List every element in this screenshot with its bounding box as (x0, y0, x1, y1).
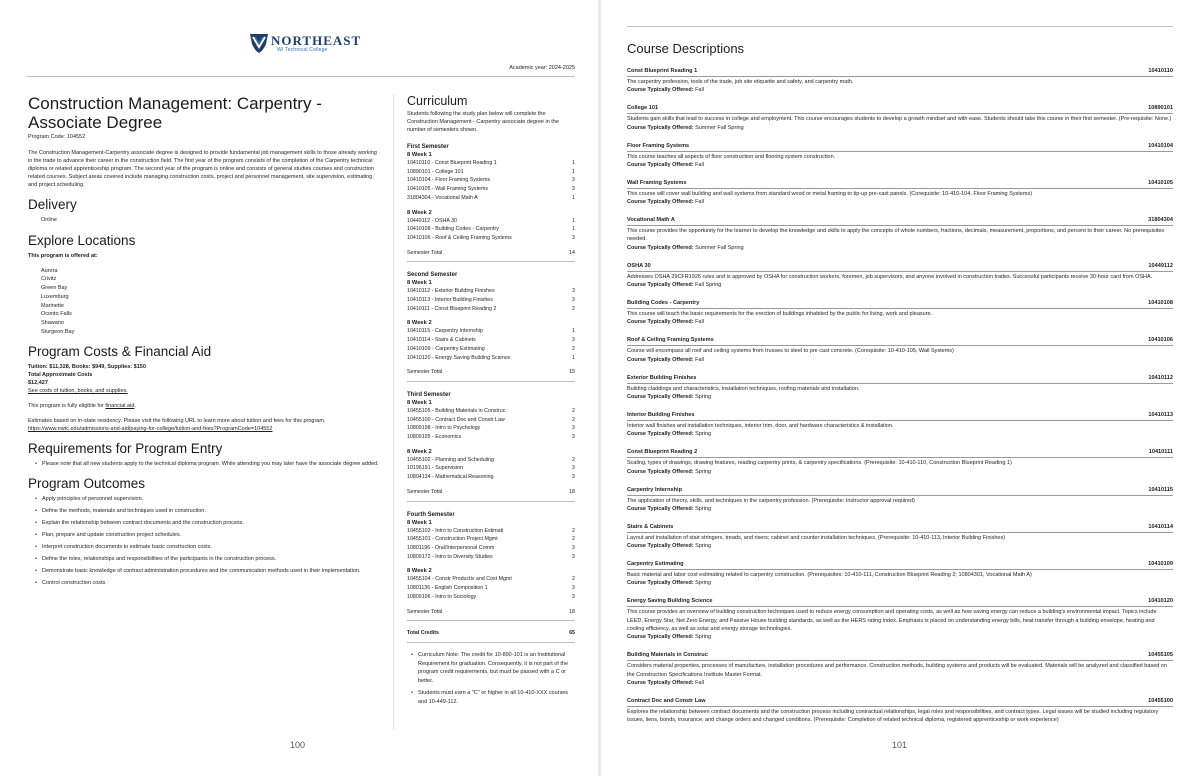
course-entry (627, 300, 1173, 326)
course-description: This course provides the opportunity for the learner to develop the knowledge and skills to apply the concepts of whole numbers, fractions, decimals, measurement, proportions, and percent to their career. No prerequisites needed. (627, 228, 1165, 243)
offered-terms: Fall (695, 679, 704, 686)
course-code: 10410115 (1148, 486, 1173, 493)
offered-label: Course Typically Offered: (627, 282, 694, 289)
curriculum-note: • Students must earn a "C" or higher in all 10-410-XXX courses and 10-449-112. (411, 689, 575, 706)
course-offered (627, 679, 1173, 687)
curriculum-course-row: 10410104 - Floor Framing Systems 3 (407, 177, 575, 184)
course-descriptions-heading: Course Descriptions (627, 41, 745, 56)
semester-title: Third Semester (407, 391, 451, 398)
program-overview (28, 94, 383, 591)
course-entry (627, 561, 1173, 587)
course-description: The application of theory, skills, and techniques in the carpentry profession. (Prerequisite: Instructor approval required) (627, 497, 915, 504)
course-header (627, 698, 1173, 707)
week-label: 8 Week 1 (407, 519, 432, 526)
offered-terms: Spring (695, 468, 711, 475)
curriculum-course-row: 10801136 - English Composition 1 3 (407, 585, 575, 592)
week-label: 8 Week 2 (407, 448, 432, 455)
course-offered (627, 86, 1173, 94)
curriculum-course-row: 10410110 - Const Blueprint Reading 1 1 (407, 160, 575, 166)
course-name: Floor Framing Systems (627, 142, 690, 149)
offered-label: Course Typically Offered: (627, 356, 694, 363)
curriculum-course-row: 10455103 - Intro to Construction Estimati 2 (407, 527, 575, 534)
course-name: Exterior Building Finishes (627, 374, 697, 381)
course-offered (627, 393, 1173, 401)
course-name: Stairs & Cabinets (627, 523, 674, 530)
curriculum-heading: Curriculum (407, 94, 468, 108)
course-name: Wall Framing Systems (627, 179, 687, 186)
offered-terms: Spring (695, 543, 711, 550)
curriculum-course-row: 10890101 - College 101 1 (407, 168, 575, 175)
course-name: Building Materials in Construc (627, 652, 708, 659)
course-entry (627, 487, 1173, 513)
course-description: This course provides an overview of building construction techniques used to reduce energy consumption and operating costs, as well as how saving energy can reduce a building's environmental impact. Topics include LEED, Energy Star, Net Zero Energy, and Passive House building standards, as well as the HERS rating index. Emphasis is placed on understanding energy bills, heat transfer through a building envelope, heating and cooling efficiency, as well as solar and energy storage technologies. (627, 609, 1157, 633)
course-code: 10410111 (1148, 449, 1173, 456)
curriculum-note: • Curriculum Note: The credit for 10-890-101 is an Institutional Requirement for graduation. Consequently, it is not part of the program credit requirements, but must be passed with a C or better. (411, 651, 575, 685)
course-offered (627, 244, 1173, 252)
semester-total: Semester Total 14 (407, 249, 575, 263)
week-label: 8 Week 2 (407, 209, 432, 216)
total-credits: Total Credits 65 (407, 629, 575, 643)
curriculum-notes (407, 651, 575, 707)
logo-name: NORTHEAST (271, 33, 362, 48)
course-description: Basic material and labor cost estimating related to carpentry construction. (Prerequisites: 10-410-111, Construction Blueprint Reading 2; 10804301, Vocational Math A) (627, 572, 1032, 579)
course-entry (627, 68, 1173, 94)
offered-terms: Spring (695, 431, 711, 438)
curriculum-course-row: 31804304 - Vocational Math A 1 (407, 194, 575, 201)
curriculum-course-row: 10410114 - Stairs & Cabinets 3 (407, 337, 575, 344)
semester-title: Second Semester (407, 272, 458, 279)
offered-label: Course Typically Offered: (627, 468, 694, 475)
offered-label: Course Typically Offered: (627, 87, 694, 94)
offered-terms: Spring (695, 505, 711, 512)
header-divider (627, 26, 1173, 27)
curriculum-course-row: 10196191 - Supervision 3 (407, 465, 575, 472)
curriculum-course-row: 10410113 - Interior Building Finishes 3 (407, 297, 575, 304)
program-code: Program Code: 104552 (28, 134, 86, 140)
course-entry (627, 180, 1173, 206)
semester-title: Fourth Semester (407, 511, 455, 518)
course-code: 10410114 (1148, 523, 1173, 530)
offered-label: Course Typically Offered: (627, 124, 694, 131)
course-name: Carpentry Internship (627, 486, 683, 493)
curriculum-course-row: 10410109 - Carpentry Estimating 2 (407, 345, 575, 352)
course-header (627, 105, 1173, 114)
curriculum-course-row: 10410105 - Wall Framing Systems 3 (407, 186, 575, 193)
course-description: Scaling, types of drawings, drawing features, reading carpentry prints, & carpentry specifications. (Prerequisite: 10-410-110, Construction Blueprint Reading 1) (627, 460, 1012, 467)
column-divider (393, 94, 394, 730)
course-entry (627, 698, 1173, 725)
course-code: 10410104 (1148, 142, 1173, 149)
curriculum-course-row: 10809198 - Intro to Psychology 3 (407, 425, 575, 432)
course-name: College 101 (627, 105, 659, 112)
course-code: 10410105 (1148, 179, 1173, 186)
logo-subtitle: WI Technical College (277, 47, 328, 53)
course-offered (627, 318, 1173, 326)
course-header (627, 412, 1173, 421)
week-label: 8 Week 1 (407, 152, 432, 158)
location-item: Crivitz (41, 276, 57, 283)
course-header (627, 487, 1173, 496)
offered-terms: Summer Fall Spring (695, 244, 744, 251)
course-name: Energy Saving Building Science (627, 598, 713, 605)
course-entry (627, 263, 1173, 289)
course-offered (627, 579, 1173, 587)
requirements-list (28, 460, 383, 468)
semester-total: Semester Total 18 (407, 488, 575, 502)
course-offered (627, 124, 1173, 132)
course-header (627, 375, 1173, 384)
course-offered (627, 633, 1173, 641)
total-costs-value: $12,427 (28, 380, 48, 387)
page-number: 101 (892, 740, 908, 750)
course-header (627, 337, 1173, 346)
total-costs-label: Total Approximate Costs (28, 372, 93, 379)
offered-terms: Fall (695, 199, 704, 206)
course-description: This course will teach the basic requirements for the erection of buildings inhabited by the public for living, work and pleasure. (627, 311, 933, 318)
offered-label: Course Typically Offered: (627, 634, 694, 641)
course-offered (627, 542, 1173, 550)
course-header (627, 652, 1173, 661)
course-entry (627, 449, 1173, 475)
course-header (627, 263, 1173, 272)
right-page (601, 0, 1200, 776)
course-entry (627, 524, 1173, 550)
delivery-value: Online (41, 217, 57, 223)
course-code: 10410106 (1148, 337, 1173, 344)
offered-label: Course Typically Offered: (627, 543, 694, 550)
offered-terms: Fall Spring (695, 282, 722, 289)
college-logo (249, 32, 362, 56)
costs-heading: Program Costs & Financial Aid (28, 344, 212, 360)
course-entry (627, 217, 1173, 252)
course-description: Interior wall finishes and installation techniques, interior trim, door, and hardware characteristics & installation. (627, 422, 894, 429)
locations-list (28, 267, 383, 337)
outcome-item: • Demonstrate basic knowledge of contract administration procedures and the communication methods used in their implementation. (35, 567, 383, 575)
course-name: Interior Building Finishes (627, 411, 695, 418)
location-item: Luxemburg (41, 293, 69, 300)
academic-year: Academic year: 2024-2025 (509, 65, 575, 71)
course-offered (627, 281, 1173, 289)
course-code: 10410110 (1148, 68, 1173, 74)
course-header (627, 68, 1173, 77)
curriculum-course-row: 10455104 - Constr Productiv and Cost Mgmt 2 (407, 576, 575, 583)
course-offered (627, 356, 1173, 364)
course-code: 10410108 (1148, 300, 1173, 307)
curriculum-course-row: 10455101 - Construction Project Mgmt 2 (407, 536, 575, 543)
location-item: Sturgeon Bay (41, 328, 75, 335)
course-name: Roof & Ceiling Framing Systems (627, 337, 714, 344)
tuition-url-link[interactable]: https://www.nwtc.edu/admissions-and-aid/paying-for-college/tuition-and-fees?ProgramCode=104552 (28, 426, 273, 433)
curriculum-course-row: 10410111 - Const Blueprint Reading 2 2 (407, 305, 575, 312)
outcomes-list (28, 495, 383, 587)
course-description: Considers material properties, processes of manufacture, installation procedures and performance. Construction methods, building systems and products will be evaluated. Materials will be analyzed and classified based on the Construction Specifications Institute Master Format. (627, 663, 1167, 678)
outcome-item: • Interpret construction documents to estimate basic construction costs. (35, 543, 383, 551)
course-header (627, 180, 1173, 189)
offered-label: Course Typically Offered: (627, 199, 694, 206)
outcome-item: • Plan, prepare and update construction project schedules. (35, 531, 383, 539)
course-code: 10410109 (1148, 561, 1173, 568)
course-name: Const Blueprint Reading 1 (627, 68, 698, 74)
course-description: The carpentry profession, tools of the trade, job site etiquette and safety, and carpentry math. (627, 79, 854, 85)
delivery-heading: Delivery (28, 197, 77, 212)
requirement-item: • Please note that all new students apply to the technical diploma program. While attending you may later have the associate degree added. (35, 460, 383, 468)
course-code: 10449112 (1148, 262, 1173, 269)
estimates-note: Estimates based on in-state residency. Please visit the following URL to learn more about tuition and fees for this program. (28, 418, 326, 425)
offered-terms: Fall (695, 319, 704, 326)
offered-terms: Fall (695, 161, 704, 168)
offered-label: Course Typically Offered: (627, 244, 694, 251)
course-description: Building claddings and characteristics, installation techniques, roofing materials and installation. (627, 385, 860, 392)
course-header (627, 524, 1173, 533)
course-code: 31804304 (1148, 217, 1173, 224)
course-description: Layout and installation of stair stringers, treads, and risers; cabinet and counter installation techniques. (Prerequisite: 10-410-113, Interior Building Finishes) (627, 534, 1006, 541)
curriculum-course-row: 10410106 - Roof & Ceiling Framing Systems 3 (407, 234, 575, 241)
left-page (0, 0, 598, 776)
offered-label: Course Typically Offered: (627, 431, 694, 438)
course-entry (627, 412, 1173, 438)
curriculum-panel (407, 94, 575, 710)
course-code: 10410113 (1148, 411, 1173, 418)
tuition-breakdown: Tuition: $11,328, Books: $949, Supplies: $150 (28, 364, 146, 371)
course-entry (627, 652, 1173, 687)
offered-terms: Summer Fall Spring (695, 124, 744, 131)
course-name: Const Blueprint Reading 2 (627, 449, 698, 456)
outcome-item: • Define the methods, materials and techniques used in construction. (35, 507, 383, 515)
offered-terms: Fall (695, 356, 704, 363)
curriculum-course-row: 10410115 - Carpentry Internship 1 (407, 328, 575, 335)
course-name: Building Codes - Carpentry (627, 300, 700, 307)
outcome-item: • Apply principles of personnel supervision. (35, 495, 383, 503)
week-label: 8 Week 2 (407, 568, 432, 575)
course-description: This course will cover wall building and wall systems from standard wood or metal framing to tip-up pre-cast panels. (Corequisite: 10-410-104, Floor Framing Systems) (627, 190, 1033, 197)
locations-offered-label: This program is offered at: (28, 252, 98, 259)
financial-aid-note: This program is fully eligible for financial aid. (28, 403, 136, 410)
course-offered (627, 505, 1173, 513)
shield-logo-icon (249, 32, 269, 54)
location-item: Marinette (41, 302, 64, 309)
outcomes-heading: Program Outcomes (28, 476, 146, 492)
course-code: 10410120 (1148, 598, 1173, 605)
course-header (627, 561, 1173, 570)
course-header (627, 449, 1173, 458)
course-description: This course teaches all aspects of floor construction and flooring system construction. (627, 153, 836, 160)
curriculum-course-row: 10455102 - Planning and Scheduling 2 (407, 456, 575, 463)
location-item: Aurora (41, 267, 58, 274)
outcome-item: • Control construction costs. (35, 579, 383, 587)
week-label: 8 Week 2 (407, 320, 432, 327)
course-name: Carpentry Estimating (627, 561, 684, 568)
locations-heading: Explore Locations (28, 232, 136, 248)
course-entry (627, 105, 1173, 131)
course-entry (627, 375, 1173, 401)
curriculum-course-row: 10410108 - Building Codes - Carpentry 1 (407, 226, 575, 233)
offered-terms: Fall (695, 87, 704, 94)
course-description: Addresses OSHA 29CFR1926 rules and is approved by OSHA for construction workers, foremen, job supervisors, and anyone involved in construction trades. Successful participants receive 30-hour card from OSHA. (627, 273, 1153, 280)
course-entry (627, 143, 1173, 169)
offered-label: Course Typically Offered: (627, 580, 694, 587)
course-code: 10455105 (1148, 652, 1173, 659)
offered-terms: Spring (695, 634, 711, 641)
week-label: 8 Week 1 (407, 399, 432, 406)
program-title: Construction Management: Carpentry - Associate Degree (28, 94, 322, 132)
requirements-heading: Requirements for Program Entry (28, 441, 223, 457)
course-description: Explores the relationship between contract documents and the construction process including contractual relationships, legal roles and responsibilities, and contract types. Legal issues will be studied including regulatory issues, liens, bonds, insurance, and change orders and changed conditions. (Prerequisite: Completion of related technical diploma, registered apprenticeship or work experience) (627, 708, 1159, 724)
curriculum-course-row: 10449112 - OSHA 30 1 (407, 217, 575, 224)
location-item: Shawano (41, 319, 64, 326)
curriculum-course-row: 10801196 - Oral/Interpersonal Comm 3 (407, 544, 575, 551)
financial-aid-link[interactable]: financial aid (105, 403, 135, 410)
offered-label: Course Typically Offered: (627, 161, 694, 168)
curriculum-course-row: 10804134 - Mathematical Reasoning 3 (407, 474, 575, 481)
location-item: Oconto Falls (41, 311, 72, 318)
curriculum-course-row: 10809196 - Intro to Sociology 3 (407, 593, 575, 600)
course-description: Course will encompass all roof and ceiling systems from trusses to steel to pre cast concrete. (Corequisite: 10-410-105, Wall Systems) (627, 348, 954, 355)
offered-label: Course Typically Offered: (627, 505, 694, 512)
course-code: 10455100 (1148, 697, 1173, 704)
curriculum-course-row: 10455105 - Building Materials in Construc 2 (407, 407, 575, 414)
course-code: 10890101 (1148, 105, 1173, 112)
offered-label: Course Typically Offered: (627, 679, 694, 686)
course-entry (627, 337, 1173, 363)
course-description: Students gain skills that lead to success in college and employment. This course encourages students to develop a growth mindset and with ease. Students should take this course in their first semester. (Pre-requisite: None.) (627, 116, 1172, 123)
curriculum-course-row: 10410120 - Energy Saving Building Science 1 (407, 354, 575, 361)
location-item: Green Bay (41, 285, 68, 292)
course-name: Contract Doc and Constr Law (627, 697, 706, 704)
outcome-item: • Define the roles, relationships and responsibilities of the participants in the construction process. (35, 555, 383, 563)
week-label: 8 Week 1 (407, 280, 432, 287)
course-entry (627, 598, 1173, 641)
course-header (627, 143, 1173, 152)
curriculum-course-row: 10809195 - Economics 3 (407, 434, 575, 441)
outcome-item: • Explain the relationship between contract documents and the construction process. (35, 519, 383, 527)
course-name: Vocational Math A (627, 217, 675, 224)
page-number: 100 (290, 740, 306, 750)
curriculum-course-row: 10455100 - Contract Doc and Constr Law 2 (407, 416, 575, 423)
curriculum-course-row: 10410112 - Exterior Building Finishes 3 (407, 288, 575, 295)
semester-title: First Semester (407, 144, 449, 150)
offered-label: Course Typically Offered: (627, 319, 694, 326)
offered-terms: Spring (695, 393, 711, 400)
course-header (627, 300, 1173, 309)
see-costs-link[interactable]: See costs of tuition, books, and supplies. (28, 388, 128, 395)
header-divider (27, 76, 575, 77)
course-header (627, 598, 1173, 607)
semester-total: Semester Total 15 (407, 368, 575, 382)
course-offered (627, 468, 1173, 476)
course-offered (627, 198, 1173, 206)
semester-total: Semester Total 18 (407, 608, 575, 622)
curriculum-intro: Students following the study plan below will complete the Construction Management - Carpentry associate degree in the number of semesters shown. (407, 111, 559, 133)
offered-terms: Spring (695, 580, 711, 587)
course-code: 10410112 (1148, 374, 1173, 381)
course-header (627, 217, 1173, 226)
course-offered (627, 161, 1173, 169)
course-name: OSHA 30 (627, 262, 651, 269)
course-offered (627, 430, 1173, 438)
curriculum-course-row: 10809172 - Intro to Diversity Studies 3 (407, 553, 575, 560)
offered-label: Course Typically Offered: (627, 393, 694, 400)
program-intro: The Construction Management-Carpentry associate degree is designed to provide fundamental job management skills to those already working in the trade to advance their career in the construction field. The first year of the program consists of the completion of the Carpentry technical diploma or related apprenticeship program. The second year of the program is online and consists of general studies courses and construction related courses. Subject areas covered include managing construction costs, project and personnel management, site supervision, estimating, and project scheduling. (28, 150, 377, 188)
course-descriptions-list (627, 68, 1173, 736)
